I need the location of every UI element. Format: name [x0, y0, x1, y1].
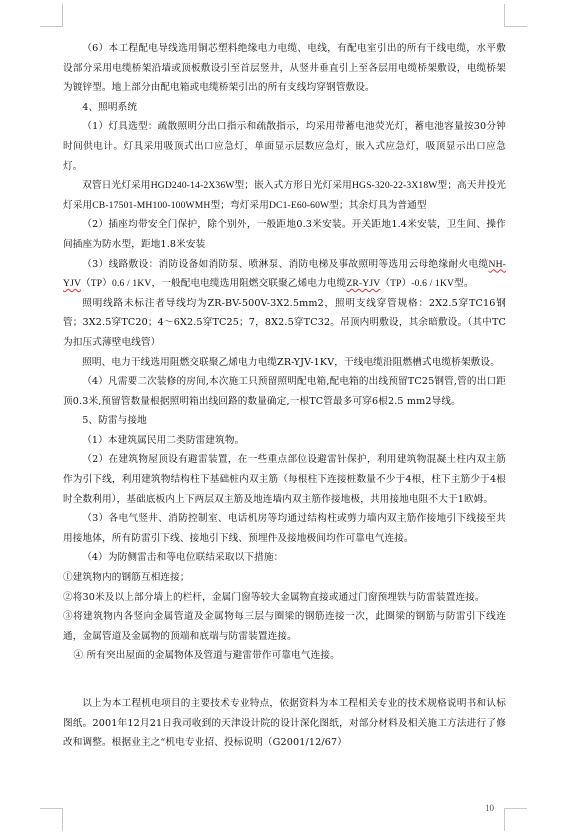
paragraph-wiring — [63, 255, 506, 294]
crop-mark-bottom-left — [40, 808, 63, 831]
paragraph-roof-protection: （2）在建筑物屋顶设有避雷装置，在一些重点部位设避雷针保护，利用建筑物混凝土柱内双主筋作为引下线，利用建筑物结构柱下基础桩内双主筋（每根柱下连接桩数量不少于4根，柱下主筋少于4根时全数利用），基础底板内上下两层双主筋及地连墙内双主筋作接地极，共用接地电阻不大于1欧姆。 — [63, 454, 506, 505]
cable-code-nh-yjv: NH-YJV — [63, 258, 506, 290]
section-heading-lighting: 4、照明系统 — [82, 101, 138, 113]
wiring-text-a: （3）线路敷设：消防设备如消防泵、喷淋泵、消防电梯及事故照明等选用云母绝缘耐火电缆 — [82, 258, 489, 270]
wiring-text-b: （TP）0.6 / 1KV，一般配电电缆选用阻燃交联聚乙烯电力电缆 — [81, 278, 347, 290]
paragraph-fixture-models: 双管日光灯采用HGD240-14-2X36W型；嵌入式方形日光灯采用HGS-320-22-3X18W型；高天井投光灯采用CB-17501-MH100-100WMH型；弯灯采用DC1-E60-60W型；其余灯具为普通型 — [63, 180, 506, 211]
paragraph-spacer — [63, 666, 506, 694]
wiring-text-c: （TP）-0.6 / 1KV型。 — [380, 278, 474, 290]
paragraph-sockets: （2）插座均带安全门保护，除个别外，一般距地0.3米安装。开关距地1.4米安装，卫生间、操作间插座为防水型，距地1.8米安装 — [63, 219, 506, 250]
paragraph-lighting-conduits: 照明线路未标注者导线均为ZR-BV-500V-3X2.5mm2，照明支线穿管规格：2X2.5穿TC16钢管；3X2.5穿TC20；4～6X2.5穿TC25；7，8X2.5穿TC32。吊顶内明敷设，其余暗敷设。（其中TC为扣压式薄壁电线管） — [63, 297, 506, 348]
section-heading-lightning-protection: 5、防雷与接地 — [82, 415, 147, 427]
paragraph-protection-class: （1）本建筑属民用二类防雷建筑物。 — [82, 434, 245, 446]
measure-item-3: ③将建筑物内各竖向金属管道及金属物每三层与圈梁的钢筋连接一次，此圈梁的钢筋与防雷引下线连通，金属管道及金属物的顶端和底端与防雷装置连接。 — [63, 611, 506, 642]
paragraph-secondary-decoration: （4）凡需要二次装修的房间,本次施工只预留照明配电箱,配电箱的出线预留TC25钢管,管的出口距顶0.3米,预留管数量根据照明箱出线回路的数量确定,一根TC管最多可穿6根2.5 mm2导线。 — [63, 376, 506, 407]
paragraph-fixture-selection: （1）灯具选型：疏散照明分出口指示和疏散指示，均采用带蓄电池荧光灯，蓄电池容量按30分钟时间供电计。灯具采用吸顶式出口应急灯，单面显示层数应急灯，嵌入式应急灯，吸顶显示出口应急灯。 — [63, 121, 506, 172]
paragraph-cable-selection: （6）本工程配电导线选用铜芯塑料绝缘电力电缆、电线，有配电室引出的所有干线电缆，水平敷设部分采用电缆桥架沿墙或顶板敷设引至首层竖井，从竖井垂直引上至各层用电缆桥架敷设，电缆桥架为镀锌型。地上部分由配电箱或电缆桥架引出的所有支线均穿钢管敷设。 — [63, 43, 506, 94]
page-number: 10 — [485, 803, 494, 813]
paragraph-summary: 以上为本工程机电项目的主要技术专业特点，依据资料为本工程相关专业的技术规格说明书和认标图纸。2001年12月21日我司收到的天津设计院的设计深化图纸，对部分材料及相关施工方法进行了修改和调整。根据业主之“机电专业招、投标说明（G2001/12/67） — [63, 698, 506, 749]
crop-mark-bottom-right — [504, 808, 527, 831]
paragraph-trunk-cables: 照明、电力干线选用阻燃交联聚乙烯电力电缆ZR-YJV-1KV，干线电缆沿阻燃槽式电缆桥架敷设。 — [82, 356, 500, 368]
crop-mark-top-left — [40, 4, 63, 27]
document-body — [63, 39, 506, 753]
measure-item-4: ④ 所有突出屋面的金属物体及管道与避雷带作可靠电气连接。 — [73, 650, 340, 662]
cable-code-zr-yjv: ZR-YJV — [346, 278, 381, 290]
crop-mark-top-right — [504, 4, 527, 27]
paragraph-grounding-downlead: （3）各电气竖井、消防控制室、电话机房等均通过结构柱或剪力墙内双主筋作接地引下线接至共用接地体，所有防雷引下线、接地引下线、预埋件及接地极间均作可靠电气连接。 — [63, 513, 506, 544]
measure-item-2: ②将30米及以上部分墙上的栏杆，金属门窗等较大金属物直接或通过门窗预埋铁与防雷装置连接。 — [63, 591, 485, 603]
paragraph-side-strike-measures: （4）为防侧雷击和等电位联结采取以下措施： — [82, 552, 284, 564]
measure-item-1: ①建筑物内的钢筋互相连接； — [63, 572, 190, 584]
